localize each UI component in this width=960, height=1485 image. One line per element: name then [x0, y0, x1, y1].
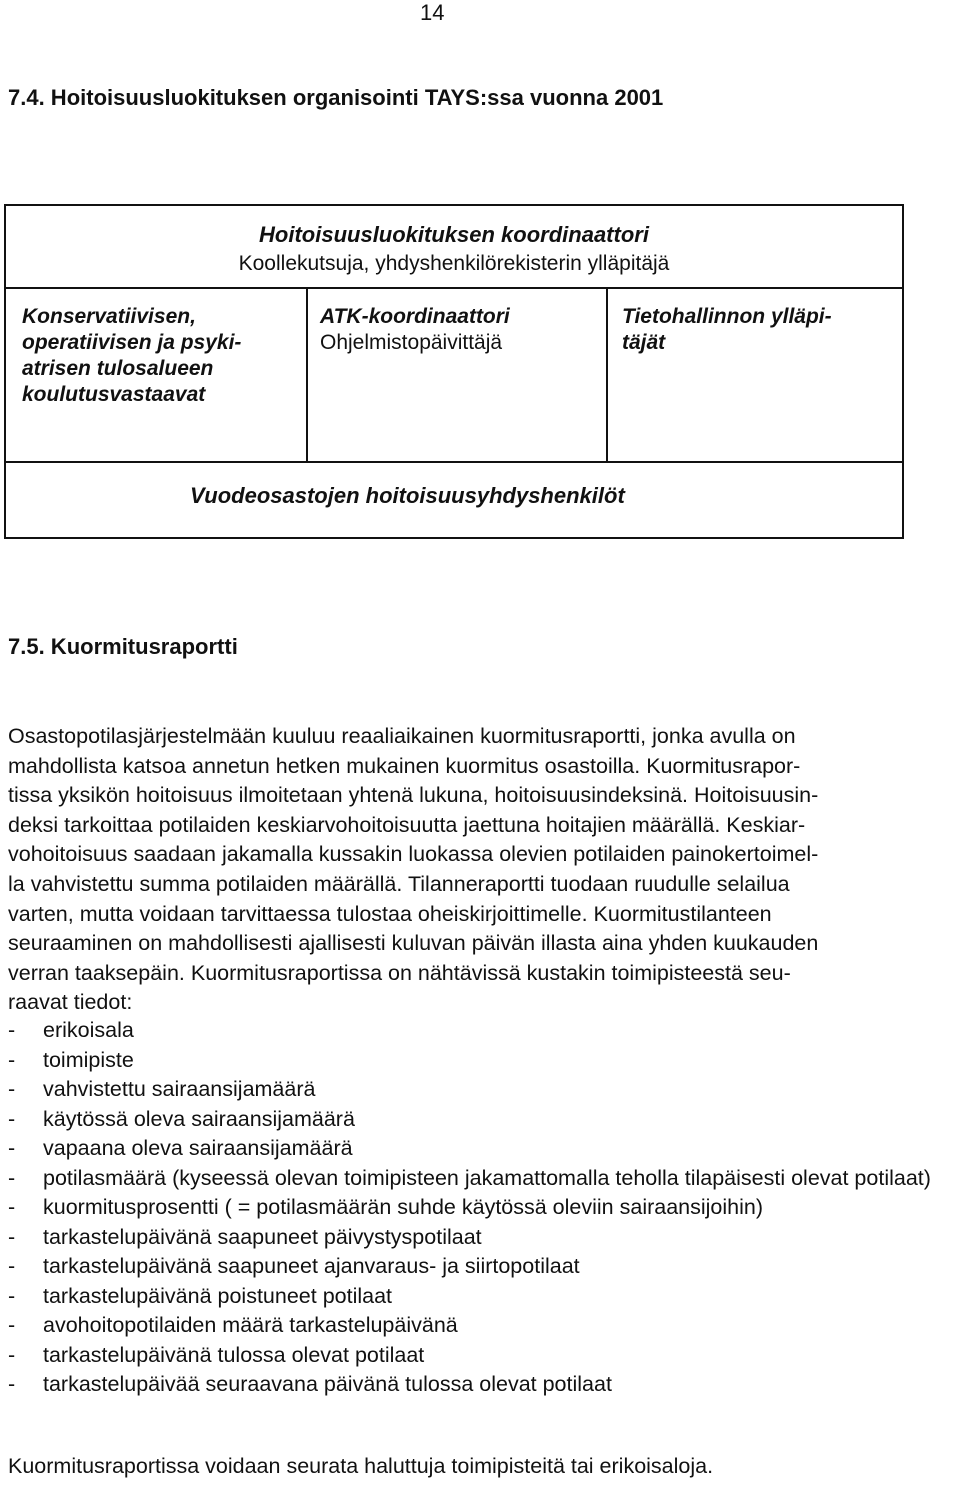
list-dash: - [8, 1165, 16, 1190]
page-number: 14 [420, 0, 445, 25]
org-top-title: Hoitoisuusluokituksen koordinaattori [259, 222, 649, 247]
list-item-text: kuormitusprosentti ( = potilasmäärän suhde käytössä oleviin sairaansijoihin) [43, 1195, 764, 1219]
org-right-line: täjät [622, 331, 666, 354]
list-item-text: tarkastelupäivänä tulossa olevat potilaat [43, 1342, 425, 1367]
paragraph-line: verran taaksepäin. Kuormitusraportissa on nähtävissä kustakin toimipisteestä seu- [8, 960, 791, 985]
org-right-box [608, 289, 904, 461]
list-item [8, 1105, 948, 1135]
org-bottom-label: Vuodeosastojen hoitoisuusyhdyshenkilöt [190, 483, 625, 508]
org-middle-title: ATK-koordinaattori [320, 305, 510, 328]
list-item [8, 1282, 948, 1312]
list-item [8, 1341, 948, 1371]
list-item-text: tarkastelupäivänä poistuneet potilaat [43, 1283, 393, 1308]
list-item [8, 1164, 948, 1194]
list-item-text: vahvistettu sairaansijamäärä [43, 1077, 316, 1101]
org-bottom-box [6, 461, 902, 537]
list-dash: - [8, 1372, 16, 1396]
org-chart [4, 204, 904, 539]
org-right-line: Tietohallinnon ylläpi- [622, 305, 832, 328]
list-dash: - [8, 1018, 16, 1042]
list-dash: - [8, 1195, 16, 1219]
paragraph-line: varten, mutta voidaan tarvittaessa tulostaa oheiskirjoittimelle. Kuormitustilanteen [8, 901, 772, 926]
list-dash: - [8, 1106, 16, 1131]
list-item-text: vapaana oleva sairaansijamäärä [43, 1136, 353, 1160]
list-item-text: tarkastelupäivänä saapuneet ajanvaraus- ja siirtopotilaat [43, 1254, 580, 1278]
paragraph-line: seuraaminen on mahdollisesti ajallisesti kuluvan päivän illasta aina yhden kuukauden [8, 931, 819, 956]
list-dash: - [8, 1077, 16, 1101]
paragraph-line: Osastopotilasjärjestelmään kuuluu reaaliaikainen kuormitusraportti, jonka avulla on [8, 724, 796, 748]
list-item [8, 1252, 948, 1282]
list-dash: - [8, 1136, 16, 1160]
list-item [8, 1193, 948, 1223]
body-paragraph [8, 722, 960, 1018]
list-item-text: toimipiste [43, 1047, 134, 1072]
paragraph-line: deksi tarkoittaa potilaiden keskiarvohoitoisuutta jaettuna hoitajien määrällä. Keskiar- [8, 812, 806, 837]
list-dash: - [8, 1047, 16, 1072]
list-dash: - [8, 1342, 16, 1367]
list-dash: - [8, 1313, 16, 1337]
org-top-box [6, 206, 902, 289]
org-top-subtitle: Koollekutsuja, yhdyshenkilörekisterin ylläpitäjä [238, 252, 670, 275]
list-item-text: avohoitopotilaiden määrä tarkastelupäivänä [43, 1313, 458, 1337]
list-item [8, 1075, 948, 1105]
section-heading-7-5: 7.5. Kuormitusraportti [8, 634, 238, 659]
paragraph-line: la vahvistettu summa potilaiden määrällä. Tilanneraportti tuodaan ruudulle selailua [8, 871, 790, 896]
closing-sentence: Kuormitusraportissa voidaan seurata haluttuja toimipisteitä tai erikoisaloja. [8, 1454, 714, 1478]
paragraph-line: vohoitoisuus saadaan jakamalla kussakin luokassa olevien potilaiden painokertoimel- [8, 842, 819, 867]
list-dash: - [8, 1254, 16, 1278]
list-item [8, 1223, 948, 1253]
list-item-text: käytössä oleva sairaansijamäärä [43, 1106, 355, 1131]
list-dash: - [8, 1224, 16, 1249]
list-item [8, 1016, 948, 1046]
org-left-box [6, 289, 308, 461]
report-fields-list [8, 1016, 948, 1400]
org-middle-box [308, 289, 608, 461]
org-left-line: operatiivisen ja psyki- [22, 331, 242, 354]
list-item-text: tarkastelupäivää seuraavana päivänä tulossa olevat potilaat [43, 1372, 612, 1396]
list-item [8, 1370, 948, 1400]
org-left-line: atrisen tulosalueen [22, 357, 214, 380]
section-heading-7-4: 7.4. Hoitoisuusluokituksen organisointi TAYS:ssa vuonna 2001 [8, 85, 664, 110]
paragraph-line: raavat tiedot: [8, 990, 133, 1015]
list-item-text: tarkastelupäivänä saapuneet päivystyspotilaat [43, 1224, 482, 1249]
list-dash: - [8, 1283, 16, 1308]
org-left-line: koulutusvastaavat [22, 383, 206, 406]
list-item-text: erikoisala [43, 1018, 134, 1042]
paragraph-line: mahdollista katsoa annetun hetken mukainen kuormitus osastoilla. Kuormitusrapor- [8, 753, 801, 778]
list-item-text: potilasmäärä (kyseessä olevan toimipisteen jakamattomalla teholla tilapäisesti olevat potilaat) [43, 1165, 931, 1190]
list-item [8, 1134, 948, 1164]
paragraph-line: tissa yksikön hoitoisuus ilmoitetaan yhtenä lukuna, hoitoisuusindeksinä. Hoitoisuusin- [8, 783, 819, 808]
list-item [8, 1046, 948, 1076]
org-middle-subtitle: Ohjelmistopäivittäjä [320, 331, 503, 354]
org-left-line: Konservatiivisen, [22, 305, 196, 328]
list-item [8, 1311, 948, 1341]
